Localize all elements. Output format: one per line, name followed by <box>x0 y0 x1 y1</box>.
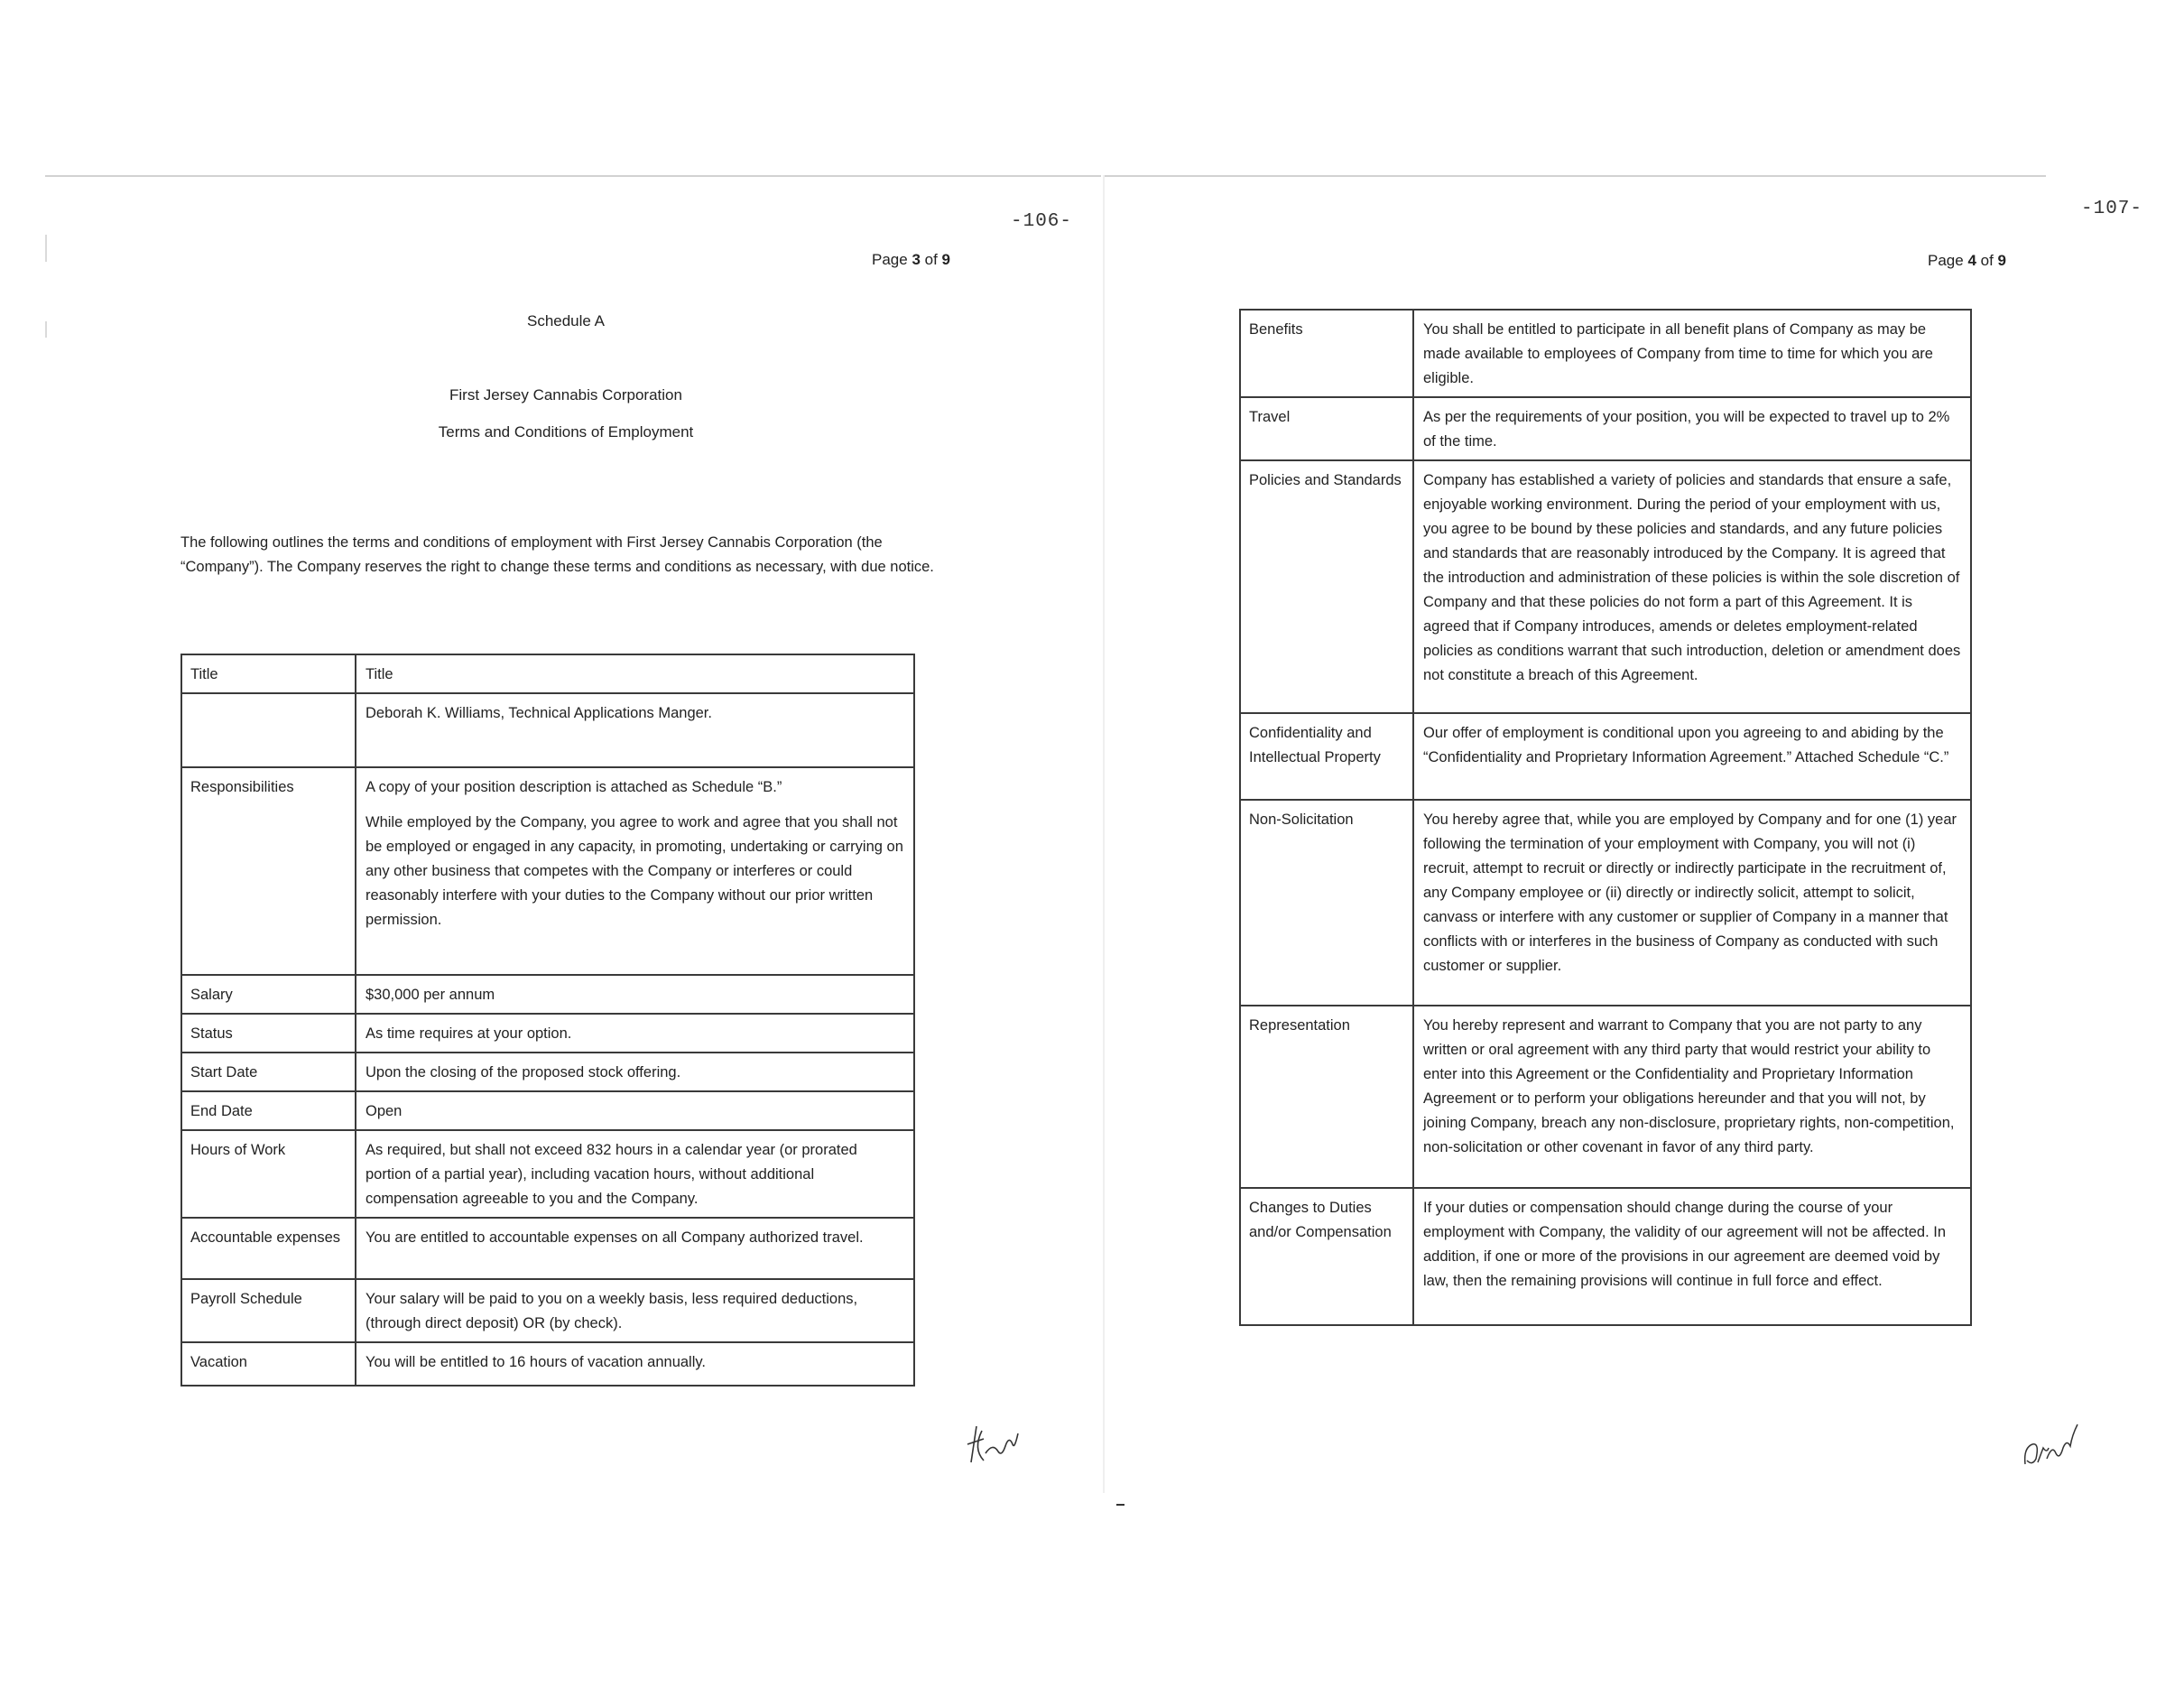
document-title: Terms and Conditions of Employment <box>438 423 694 441</box>
row-value: As required, but shall not exceed 832 hours in a calendar year (or prorated portion of a partial year), including vacation hours, without additional compensation agreeable to you and the Company. <box>356 1130 914 1218</box>
page-label-prefix: Page <box>872 251 912 268</box>
page-current: 4 <box>1967 252 1976 269</box>
initials-signature <box>964 1399 1027 1471</box>
page-stamp-number: -107- <box>2081 199 2143 219</box>
row-label: Status <box>181 1014 356 1053</box>
row-value: Title <box>356 654 914 693</box>
table-row <box>1240 1006 1971 1188</box>
initials-signature <box>2020 1408 2083 1471</box>
table-row <box>181 1053 914 1091</box>
terms-table-right <box>1239 309 1972 1326</box>
page-total: 9 <box>1997 252 2006 269</box>
row-label: Responsibilities <box>181 767 356 975</box>
row-value: Your salary will be paid to you on a weekly basis, less required deductions, (through direct deposit) OR (by check). <box>356 1279 914 1342</box>
page-label-prefix: Page <box>1928 252 1968 269</box>
row-label: Salary <box>181 975 356 1014</box>
row-label: Title <box>181 654 356 693</box>
document-page-right <box>1092 0 2184 1688</box>
row-value: Our offer of employment is conditional upon you agreeing to and abiding by the “Confidentiality and Proprietary Information Agreement.” Attached Schedule “C.” <box>1413 713 1971 800</box>
table-row <box>1240 397 1971 460</box>
table-row <box>1240 713 1971 800</box>
row-label: Confidentiality and Intellectual Property <box>1240 713 1413 800</box>
row-value-line-2: While employed by the Company, you agree to work and agree that you shall not be employed or engaged in any capacity, in promoting, undertaking or carrying on any other business that competes with the Company or interferes or could reasonably interfere with your duties to the Company without our prior written permission. <box>366 814 903 928</box>
row-value: You hereby represent and warrant to Company that you are not party to any written or oral agreement with any third party that would restrict your ability to enter into this Agreement or the Confidentiality and Proprietary Information Agreement or to perform your obligations hereunder and that you will not, by joining Company, breach any non-disclosure, proprietary rights, non-competition, non-solicitation or other covenant in favor of any third party. <box>1413 1006 1971 1188</box>
schedule-heading: Schedule A <box>526 312 605 329</box>
row-value: You are entitled to accountable expenses on all Company authorized travel. <box>356 1218 914 1279</box>
table-row <box>181 975 914 1014</box>
row-value: You shall be entitled to participate in all benefit plans of Company as may be made available to employees of Company from time to time for which you are eligible. <box>1413 310 1971 397</box>
table-row <box>181 1091 914 1130</box>
table-row <box>181 767 914 975</box>
row-label: Hours of Work <box>181 1130 356 1218</box>
page-label-of: of <box>920 251 942 268</box>
row-value: Deborah K. Williams, Technical Applications Manger. <box>356 693 914 767</box>
table-row <box>181 1130 914 1218</box>
row-value: You will be entitled to 16 hours of vacation annually. <box>356 1342 914 1386</box>
table-row <box>181 1014 914 1053</box>
row-value: As per the requirements of your position, you will be expected to travel up to 2% of the time. <box>1413 397 1971 460</box>
row-label: Vacation <box>181 1342 356 1386</box>
row-value: You hereby agree that, while you are employed by Company and for one (1) year following the termination of your employment with Company, you will not (i) recruit, attempt to recruit or directly or indirectly participate in the recruitment of, any Company employee or (ii) directly or indirectly solicit, attempt to solicit, canvass or interfere with any customer or supplier of Company in a manner that conflicts with or interferes in the business of Company as conducted with such customer or supplier. <box>1413 800 1971 1006</box>
page-stamp-number: -106- <box>1011 211 1073 232</box>
row-label: Policies and Standards <box>1240 460 1413 713</box>
row-value: Company has established a variety of policies and standards that ensure a safe, enjoyable working environment. During the period of your employment with us, you agree to be bound by these policies and standards, and any future policies and standards that are reasonably introduced by the Company. It is agreed that the introduction and administration of these policies is within the sole discretion of Company and that these policies do not form a part of this Agreement. It is agreed that if Company introduces, amends or deletes employment-related policies as conditions warrant that such introduction, deletion or amendment does not constitute a breach of this Agreement. <box>1413 460 1971 713</box>
intro-paragraph: The following outlines the terms and conditions of employment with First Jersey Cannabis Corporation (the “Company”). The Company reserves the right to change these terms and conditions as necessary, with due notice. <box>180 534 934 575</box>
table-row <box>1240 460 1971 713</box>
page-number-label <box>1928 252 2006 270</box>
table-row <box>1240 310 1971 397</box>
row-label: Accountable expenses <box>181 1218 356 1279</box>
row-label: Travel <box>1240 397 1413 460</box>
row-value <box>356 767 914 975</box>
terms-table-left <box>180 654 915 1387</box>
row-label: Start Date <box>181 1053 356 1091</box>
row-label <box>181 693 356 767</box>
row-value-line-1: A copy of your position description is attached as Schedule “B.” <box>366 779 782 795</box>
table-row <box>181 693 914 767</box>
row-label: End Date <box>181 1091 356 1130</box>
row-value: $30,000 per annum <box>356 975 914 1014</box>
row-value: Upon the closing of the proposed stock offering. <box>356 1053 914 1091</box>
row-label: Changes to Duties and/or Compensation <box>1240 1188 1413 1325</box>
table-row <box>181 1342 914 1386</box>
table-row <box>181 654 914 693</box>
page-total: 9 <box>941 251 950 268</box>
row-label: Non-Solicitation <box>1240 800 1413 1006</box>
row-label: Benefits <box>1240 310 1413 397</box>
row-value: As time requires at your option. <box>356 1014 914 1053</box>
row-label: Payroll Schedule <box>181 1279 356 1342</box>
page-label-of: of <box>1976 252 1998 269</box>
company-name: First Jersey Cannabis Corporation <box>449 386 682 403</box>
table-row <box>181 1218 914 1279</box>
table-row <box>1240 1188 1971 1325</box>
table-row <box>1240 800 1971 1006</box>
row-value: Open <box>356 1091 914 1130</box>
table-row <box>181 1279 914 1342</box>
row-label: Representation <box>1240 1006 1413 1188</box>
page-number-label <box>872 251 950 269</box>
row-value: If your duties or compensation should change during the course of your employment with Company, the validity of our agreement will not be affected. In addition, if one or more of the provisions in our agreement are deemed void by law, then the remaining provisions will continue in full force and effect. <box>1413 1188 1971 1325</box>
page-current: 3 <box>912 251 921 268</box>
